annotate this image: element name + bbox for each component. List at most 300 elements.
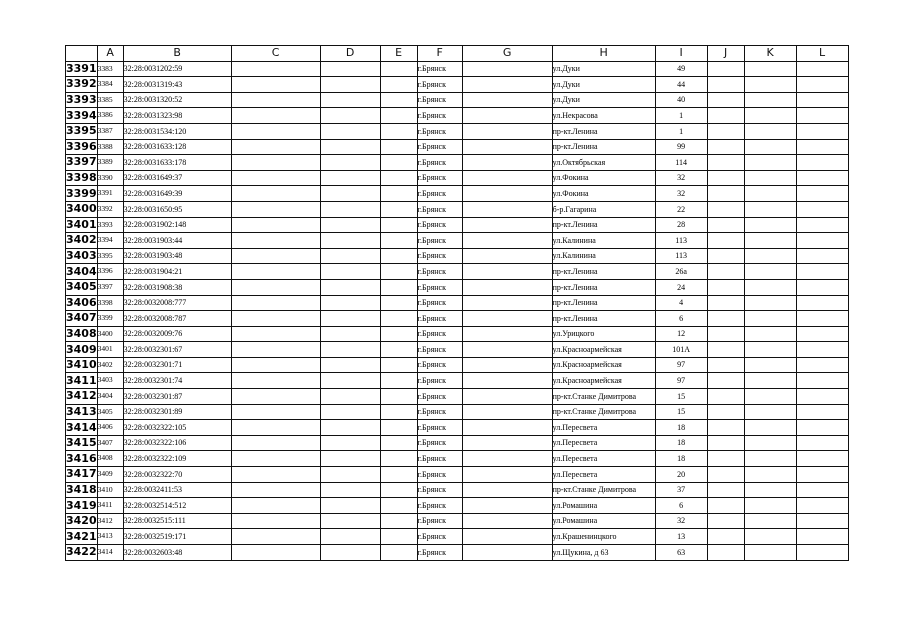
cell-h[interactable]: пр-кт.Ленина — [552, 279, 655, 295]
cell-e[interactable] — [380, 201, 417, 217]
cell-j[interactable] — [707, 357, 744, 373]
cell-i[interactable]: 6 — [655, 311, 707, 327]
cell-f[interactable]: г.Брянск — [417, 264, 462, 280]
cell-d[interactable] — [320, 139, 380, 155]
cell-j[interactable] — [707, 77, 744, 93]
cell-k[interactable] — [744, 435, 796, 451]
column-header-j[interactable]: J — [707, 46, 744, 62]
cell-e[interactable] — [380, 389, 417, 405]
cell-f[interactable]: г.Брянск — [417, 389, 462, 405]
cell-j[interactable] — [707, 248, 744, 264]
cell-l[interactable] — [796, 357, 848, 373]
cell-a[interactable]: 3413 — [97, 529, 123, 545]
cell-f[interactable]: г.Брянск — [417, 420, 462, 436]
cell-b[interactable]: 32:28:0031534:120 — [123, 123, 231, 139]
cell-j[interactable] — [707, 170, 744, 186]
cell-g[interactable] — [462, 77, 552, 93]
cell-e[interactable] — [380, 186, 417, 202]
cell-b[interactable]: 32:28:0031649:37 — [123, 170, 231, 186]
row-number[interactable]: 3412 — [66, 389, 97, 403]
cell-i[interactable]: 37 — [655, 482, 707, 498]
cell-j[interactable] — [707, 233, 744, 249]
cell-d[interactable] — [320, 279, 380, 295]
cell-g[interactable] — [462, 279, 552, 295]
row-number[interactable]: 3400 — [66, 202, 97, 216]
cell-d[interactable] — [320, 108, 380, 124]
cell-h[interactable]: ул.Красноармейская — [552, 373, 655, 389]
cell-e[interactable] — [380, 420, 417, 436]
cell-h[interactable]: ул.Калинина — [552, 248, 655, 264]
cell-c[interactable] — [231, 155, 320, 171]
cell-a[interactable]: 3394 — [97, 233, 123, 249]
cell-h[interactable]: ул.Фокина — [552, 186, 655, 202]
row-number[interactable]: 3418 — [66, 482, 97, 496]
cell-b[interactable]: 32:28:0032008:777 — [123, 295, 231, 311]
cell-b[interactable]: 32:28:0032514:512 — [123, 498, 231, 514]
row-number[interactable]: 3392 — [66, 77, 97, 91]
cell-c[interactable] — [231, 217, 320, 233]
column-header-a[interactable]: A — [97, 46, 123, 62]
row-number[interactable]: 3404 — [66, 264, 97, 278]
cell-c[interactable] — [231, 311, 320, 327]
cell-l[interactable] — [796, 61, 848, 77]
cell-a[interactable]: 3390 — [97, 170, 123, 186]
cell-k[interactable] — [744, 545, 796, 561]
cell-e[interactable] — [380, 123, 417, 139]
cell-b[interactable]: 32:28:0032301:67 — [123, 342, 231, 358]
cell-f[interactable]: г.Брянск — [417, 357, 462, 373]
cell-a[interactable]: 3401 — [97, 342, 123, 358]
cell-f[interactable]: г.Брянск — [417, 467, 462, 483]
cell-d[interactable] — [320, 326, 380, 342]
cell-c[interactable] — [231, 342, 320, 358]
cell-h[interactable]: ул.Пересвета — [552, 451, 655, 467]
cell-f[interactable]: г.Брянск — [417, 123, 462, 139]
cell-j[interactable] — [707, 295, 744, 311]
cell-g[interactable] — [462, 482, 552, 498]
cell-e[interactable] — [380, 155, 417, 171]
cell-e[interactable] — [380, 467, 417, 483]
cell-l[interactable] — [796, 404, 848, 420]
cell-d[interactable] — [320, 404, 380, 420]
cell-d[interactable] — [320, 248, 380, 264]
cell-b[interactable]: 32:28:0031320:52 — [123, 92, 231, 108]
cell-h[interactable]: пр-кт.Ленина — [552, 123, 655, 139]
cell-f[interactable]: г.Брянск — [417, 373, 462, 389]
cell-d[interactable] — [320, 342, 380, 358]
cell-e[interactable] — [380, 61, 417, 77]
cell-d[interactable] — [320, 467, 380, 483]
cell-l[interactable] — [796, 108, 848, 124]
cell-c[interactable] — [231, 498, 320, 514]
cell-e[interactable] — [380, 170, 417, 186]
cell-g[interactable] — [462, 513, 552, 529]
cell-d[interactable] — [320, 513, 380, 529]
cell-f[interactable]: г.Брянск — [417, 217, 462, 233]
cell-a[interactable]: 3387 — [97, 123, 123, 139]
cell-l[interactable] — [796, 498, 848, 514]
cell-e[interactable] — [380, 529, 417, 545]
cell-j[interactable] — [707, 389, 744, 405]
cell-d[interactable] — [320, 217, 380, 233]
cell-f[interactable]: г.Брянск — [417, 498, 462, 514]
cell-g[interactable] — [462, 186, 552, 202]
cell-l[interactable] — [796, 467, 848, 483]
cell-a[interactable]: 3410 — [97, 482, 123, 498]
cell-g[interactable] — [462, 108, 552, 124]
cell-d[interactable] — [320, 186, 380, 202]
cell-h[interactable]: ул.Красноармейская — [552, 357, 655, 373]
cell-j[interactable] — [707, 326, 744, 342]
cell-i[interactable]: 20 — [655, 467, 707, 483]
cell-g[interactable] — [462, 404, 552, 420]
cell-d[interactable] — [320, 295, 380, 311]
row-number[interactable]: 3410 — [66, 358, 97, 372]
cell-b[interactable]: 32:28:0032322:106 — [123, 435, 231, 451]
cell-c[interactable] — [231, 108, 320, 124]
cell-i[interactable]: 15 — [655, 404, 707, 420]
cell-h[interactable]: ул.Пересвета — [552, 467, 655, 483]
cell-i[interactable]: 113 — [655, 233, 707, 249]
cell-l[interactable] — [796, 545, 848, 561]
cell-l[interactable] — [796, 186, 848, 202]
cell-e[interactable] — [380, 326, 417, 342]
cell-e[interactable] — [380, 404, 417, 420]
column-header-i[interactable]: I — [655, 46, 707, 62]
cell-a[interactable]: 3393 — [97, 217, 123, 233]
cell-b[interactable]: 32:28:0032301:71 — [123, 357, 231, 373]
row-number[interactable]: 3391 — [66, 61, 97, 75]
cell-a[interactable]: 3403 — [97, 373, 123, 389]
cell-h[interactable]: ул.Дуки — [552, 77, 655, 93]
cell-k[interactable] — [744, 92, 796, 108]
cell-b[interactable]: 32:28:0031903:44 — [123, 233, 231, 249]
cell-a[interactable]: 3404 — [97, 389, 123, 405]
cell-i[interactable]: 4 — [655, 295, 707, 311]
cell-j[interactable] — [707, 92, 744, 108]
cell-d[interactable] — [320, 389, 380, 405]
row-number[interactable]: 3407 — [66, 311, 97, 325]
row-number[interactable]: 3403 — [66, 249, 97, 263]
cell-b[interactable]: 32:28:0031323:98 — [123, 108, 231, 124]
cell-e[interactable] — [380, 435, 417, 451]
cell-j[interactable] — [707, 342, 744, 358]
cell-j[interactable] — [707, 123, 744, 139]
cell-h[interactable]: ул.Пересвета — [552, 420, 655, 436]
cell-i[interactable]: 22 — [655, 201, 707, 217]
cell-a[interactable]: 3396 — [97, 264, 123, 280]
cell-b[interactable]: 32:28:0031904:21 — [123, 264, 231, 280]
cell-h[interactable]: пр-кт.Ленина — [552, 311, 655, 327]
cell-g[interactable] — [462, 170, 552, 186]
cell-e[interactable] — [380, 279, 417, 295]
row-number[interactable]: 3401 — [66, 217, 97, 231]
cell-i[interactable]: 32 — [655, 170, 707, 186]
cell-h[interactable]: ул.Октябрьская — [552, 155, 655, 171]
cell-g[interactable] — [462, 326, 552, 342]
cell-d[interactable] — [320, 123, 380, 139]
cell-g[interactable] — [462, 420, 552, 436]
cell-b[interactable]: 32:28:0031650:95 — [123, 201, 231, 217]
cell-k[interactable] — [744, 451, 796, 467]
cell-j[interactable] — [707, 201, 744, 217]
cell-a[interactable]: 3409 — [97, 467, 123, 483]
cell-c[interactable] — [231, 295, 320, 311]
cell-i[interactable]: 18 — [655, 451, 707, 467]
cell-f[interactable]: г.Брянск — [417, 404, 462, 420]
cell-c[interactable] — [231, 435, 320, 451]
cell-l[interactable] — [796, 139, 848, 155]
row-number[interactable]: 3406 — [66, 295, 97, 309]
cell-l[interactable] — [796, 326, 848, 342]
row-number[interactable]: 3419 — [66, 498, 97, 512]
cell-k[interactable] — [744, 357, 796, 373]
cell-h[interactable]: ул.Калинина — [552, 233, 655, 249]
row-number[interactable]: 3420 — [66, 514, 97, 528]
cell-k[interactable] — [744, 513, 796, 529]
cell-h[interactable]: ул.Красноармейская — [552, 342, 655, 358]
cell-f[interactable]: г.Брянск — [417, 513, 462, 529]
row-number[interactable]: 3421 — [66, 529, 97, 543]
cell-k[interactable] — [744, 233, 796, 249]
cell-i[interactable]: 12 — [655, 326, 707, 342]
cell-l[interactable] — [796, 513, 848, 529]
row-number[interactable]: 3409 — [66, 342, 97, 356]
cell-j[interactable] — [707, 373, 744, 389]
cell-c[interactable] — [231, 404, 320, 420]
cell-a[interactable]: 3388 — [97, 139, 123, 155]
cell-i[interactable]: 24 — [655, 279, 707, 295]
cell-h[interactable]: пр-кт.Ленина — [552, 139, 655, 155]
cell-c[interactable] — [231, 201, 320, 217]
cell-d[interactable] — [320, 435, 380, 451]
cell-k[interactable] — [744, 217, 796, 233]
cell-i[interactable]: 97 — [655, 357, 707, 373]
cell-l[interactable] — [796, 420, 848, 436]
cell-a[interactable]: 3384 — [97, 77, 123, 93]
cell-c[interactable] — [231, 357, 320, 373]
cell-e[interactable] — [380, 264, 417, 280]
cell-a[interactable]: 3395 — [97, 248, 123, 264]
cell-e[interactable] — [380, 108, 417, 124]
cell-d[interactable] — [320, 498, 380, 514]
cell-b[interactable]: 32:28:0032411:53 — [123, 482, 231, 498]
cell-l[interactable] — [796, 311, 848, 327]
cell-k[interactable] — [744, 389, 796, 405]
cell-i[interactable]: 1 — [655, 123, 707, 139]
cell-g[interactable] — [462, 467, 552, 483]
cell-j[interactable] — [707, 217, 744, 233]
cell-a[interactable]: 3414 — [97, 545, 123, 561]
cell-f[interactable]: г.Брянск — [417, 451, 462, 467]
cell-h[interactable]: ул.Урицкого — [552, 326, 655, 342]
corner-cell[interactable] — [66, 46, 98, 62]
cell-c[interactable] — [231, 326, 320, 342]
cell-b[interactable]: 32:28:0032322:70 — [123, 467, 231, 483]
cell-g[interactable] — [462, 311, 552, 327]
cell-e[interactable] — [380, 451, 417, 467]
cell-k[interactable] — [744, 498, 796, 514]
cell-i[interactable]: 44 — [655, 77, 707, 93]
cell-f[interactable]: г.Брянск — [417, 92, 462, 108]
cell-k[interactable] — [744, 186, 796, 202]
cell-k[interactable] — [744, 61, 796, 77]
cell-j[interactable] — [707, 264, 744, 280]
cell-h[interactable]: б-р.Гагарина — [552, 201, 655, 217]
cell-g[interactable] — [462, 155, 552, 171]
cell-f[interactable]: г.Брянск — [417, 326, 462, 342]
cell-a[interactable]: 3398 — [97, 295, 123, 311]
cell-i[interactable]: 18 — [655, 435, 707, 451]
cell-a[interactable]: 3392 — [97, 201, 123, 217]
cell-d[interactable] — [320, 482, 380, 498]
cell-b[interactable]: 32:28:0032322:105 — [123, 420, 231, 436]
cell-e[interactable] — [380, 139, 417, 155]
cell-j[interactable] — [707, 545, 744, 561]
cell-a[interactable]: 3399 — [97, 311, 123, 327]
cell-k[interactable] — [744, 529, 796, 545]
cell-j[interactable] — [707, 467, 744, 483]
cell-e[interactable] — [380, 295, 417, 311]
cell-f[interactable]: г.Брянск — [417, 186, 462, 202]
cell-f[interactable]: г.Брянск — [417, 77, 462, 93]
cell-i[interactable]: 32 — [655, 186, 707, 202]
cell-g[interactable] — [462, 201, 552, 217]
cell-k[interactable] — [744, 420, 796, 436]
cell-b[interactable]: 32:28:0032008:787 — [123, 311, 231, 327]
cell-g[interactable] — [462, 248, 552, 264]
cell-d[interactable] — [320, 373, 380, 389]
cell-b[interactable]: 32:28:0032301:74 — [123, 373, 231, 389]
cell-b[interactable]: 32:28:0031633:128 — [123, 139, 231, 155]
cell-b[interactable]: 32:28:0032515:111 — [123, 513, 231, 529]
cell-k[interactable] — [744, 482, 796, 498]
cell-k[interactable] — [744, 108, 796, 124]
cell-h[interactable]: пр-кт.Ленина — [552, 264, 655, 280]
cell-a[interactable]: 3412 — [97, 513, 123, 529]
cell-j[interactable] — [707, 420, 744, 436]
cell-d[interactable] — [320, 451, 380, 467]
cell-k[interactable] — [744, 248, 796, 264]
cell-b[interactable]: 32:28:0032009:76 — [123, 326, 231, 342]
column-header-h[interactable]: H — [552, 46, 655, 62]
cell-i[interactable]: 63 — [655, 545, 707, 561]
cell-k[interactable] — [744, 155, 796, 171]
cell-d[interactable] — [320, 77, 380, 93]
row-number[interactable]: 3402 — [66, 233, 97, 247]
cell-k[interactable] — [744, 139, 796, 155]
row-number[interactable]: 3396 — [66, 139, 97, 153]
cell-h[interactable]: пр-кт.Станке Димитрова — [552, 389, 655, 405]
column-header-k[interactable]: K — [744, 46, 796, 62]
cell-d[interactable] — [320, 545, 380, 561]
cell-e[interactable] — [380, 233, 417, 249]
cell-h[interactable]: ул.Фокина — [552, 170, 655, 186]
cell-g[interactable] — [462, 529, 552, 545]
cell-i[interactable]: 97 — [655, 373, 707, 389]
cell-c[interactable] — [231, 233, 320, 249]
cell-a[interactable]: 3400 — [97, 326, 123, 342]
cell-c[interactable] — [231, 279, 320, 295]
cell-i[interactable]: 49 — [655, 61, 707, 77]
cell-i[interactable]: 99 — [655, 139, 707, 155]
cell-j[interactable] — [707, 482, 744, 498]
cell-g[interactable] — [462, 295, 552, 311]
cell-c[interactable] — [231, 389, 320, 405]
row-number[interactable]: 3399 — [66, 186, 97, 200]
cell-b[interactable]: 32:28:0032322:109 — [123, 451, 231, 467]
cell-i[interactable]: 18 — [655, 420, 707, 436]
cell-c[interactable] — [231, 139, 320, 155]
cell-b[interactable]: 32:28:0032519:171 — [123, 529, 231, 545]
cell-f[interactable]: г.Брянск — [417, 482, 462, 498]
cell-l[interactable] — [796, 264, 848, 280]
cell-c[interactable] — [231, 467, 320, 483]
cell-e[interactable] — [380, 545, 417, 561]
row-number[interactable]: 3395 — [66, 124, 97, 138]
cell-c[interactable] — [231, 529, 320, 545]
cell-l[interactable] — [796, 529, 848, 545]
cell-l[interactable] — [796, 248, 848, 264]
cell-h[interactable]: пр-кт.Ленина — [552, 217, 655, 233]
cell-h[interactable]: ул.Ромашина — [552, 498, 655, 514]
cell-d[interactable] — [320, 92, 380, 108]
cell-f[interactable]: г.Брянск — [417, 170, 462, 186]
cell-k[interactable] — [744, 264, 796, 280]
cell-f[interactable]: г.Брянск — [417, 201, 462, 217]
cell-h[interactable]: ул.Крашенинцкого — [552, 529, 655, 545]
cell-i[interactable]: 1 — [655, 108, 707, 124]
cell-g[interactable] — [462, 545, 552, 561]
row-number[interactable]: 3394 — [66, 108, 97, 122]
cell-i[interactable]: 13 — [655, 529, 707, 545]
cell-l[interactable] — [796, 77, 848, 93]
cell-i[interactable]: 26а — [655, 264, 707, 280]
cell-k[interactable] — [744, 201, 796, 217]
cell-i[interactable]: 114 — [655, 155, 707, 171]
cell-d[interactable] — [320, 357, 380, 373]
cell-l[interactable] — [796, 123, 848, 139]
cell-a[interactable]: 3391 — [97, 186, 123, 202]
cell-a[interactable]: 3386 — [97, 108, 123, 124]
row-number[interactable]: 3416 — [66, 451, 97, 465]
cell-c[interactable] — [231, 513, 320, 529]
cell-l[interactable] — [796, 435, 848, 451]
cell-l[interactable] — [796, 295, 848, 311]
cell-d[interactable] — [320, 529, 380, 545]
cell-e[interactable] — [380, 92, 417, 108]
cell-e[interactable] — [380, 311, 417, 327]
column-header-d[interactable]: D — [320, 46, 380, 62]
cell-a[interactable]: 3406 — [97, 420, 123, 436]
cell-c[interactable] — [231, 77, 320, 93]
cell-e[interactable] — [380, 217, 417, 233]
cell-i[interactable]: 113 — [655, 248, 707, 264]
cell-e[interactable] — [380, 357, 417, 373]
column-header-f[interactable]: F — [417, 46, 462, 62]
column-header-b[interactable]: B — [123, 46, 231, 62]
cell-b[interactable]: 32:28:0032301:87 — [123, 389, 231, 405]
cell-i[interactable]: 101А — [655, 342, 707, 358]
cell-c[interactable] — [231, 264, 320, 280]
cell-k[interactable] — [744, 311, 796, 327]
cell-f[interactable]: г.Брянск — [417, 529, 462, 545]
cell-g[interactable] — [462, 217, 552, 233]
cell-l[interactable] — [796, 389, 848, 405]
cell-j[interactable] — [707, 108, 744, 124]
cell-b[interactable]: 32:28:0031903:48 — [123, 248, 231, 264]
cell-j[interactable] — [707, 311, 744, 327]
